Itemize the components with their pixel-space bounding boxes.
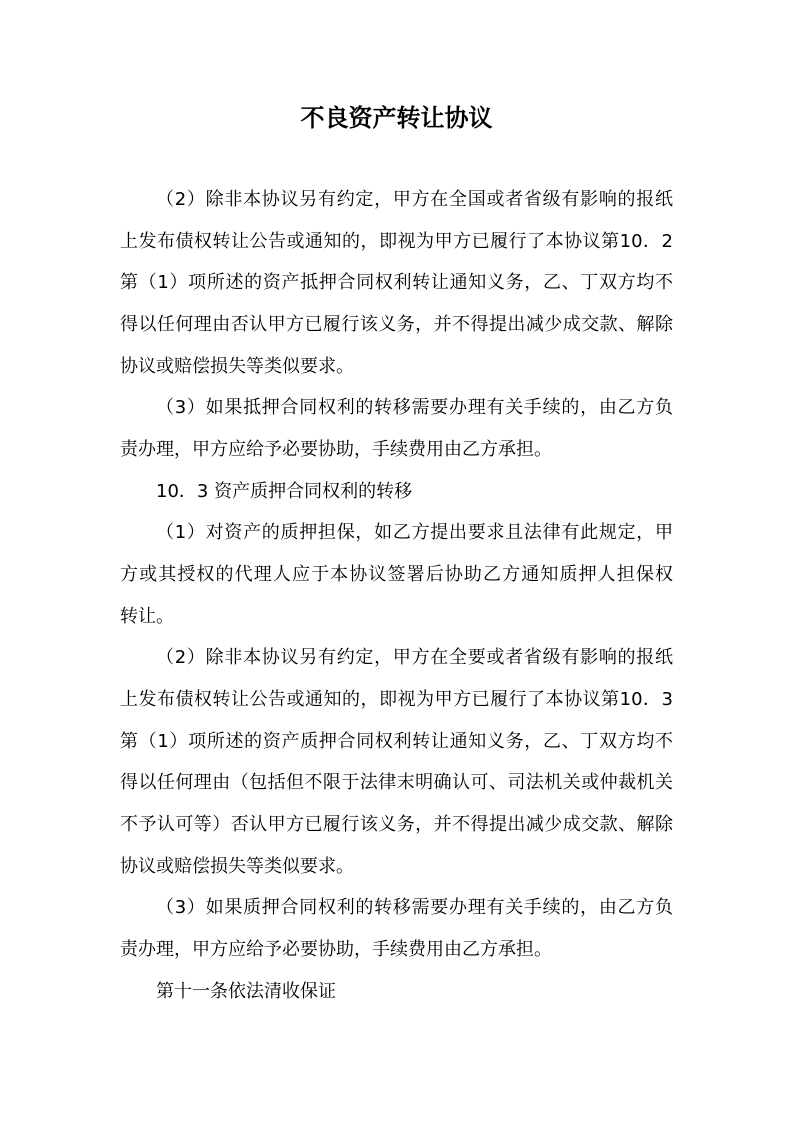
text-line: 协议或赔偿损失等类似要求。 <box>120 855 354 877</box>
text-line: （2）除非本协议另有约定，甲方在全国或者省级有影响的报纸 <box>156 189 673 210</box>
text-line: 责办理，甲方应给予必要协助，手续费用由乙方承担。 <box>120 439 552 461</box>
document-body <box>120 179 673 1012</box>
text-line: 上发布债权转让公告或通知的，即视为甲方已履行了本协议第10．3 <box>120 689 673 711</box>
text-line: 第（1）项所述的资产抵押合同权利转让通知义务，乙、丁双方均不 <box>120 272 673 294</box>
article-heading: 第十一条依法清收保证 <box>156 980 336 1002</box>
paragraph-mortgage-procedures <box>120 387 673 470</box>
paragraph-pledge-notice <box>120 637 673 887</box>
text-line: 上发布债权转让公告或通知的，即视为甲方已履行了本协议第10．2 <box>120 230 673 252</box>
text-line: 第（1）项所述的资产质押合同权利转让通知义务，乙、丁双方均不 <box>120 730 673 752</box>
article-heading-11 <box>120 971 673 1013</box>
text-line: （1）对资产的质押担保，如乙方提出要求且法律有此规定，甲 <box>156 522 673 544</box>
text-line: （3）如果抵押合同权利的转移需要办理有关手续的，由乙方负 <box>156 397 673 419</box>
paragraph-mortgage-notice <box>120 179 673 387</box>
section-heading-10-3 <box>120 471 673 513</box>
paragraph-pledge-procedures <box>120 887 673 970</box>
text-line: 得以任何理由（包括但不限于法律末明确认可、司法机关或仲裁机关 <box>120 772 673 794</box>
text-line: 责办理，甲方应给予必要协助，手续费用由乙方承担。 <box>120 939 552 961</box>
document-title: 不良资产转让协议 <box>300 104 493 132</box>
text-line: 得以任何理由否认甲方已履行该义务，并不得提出减少成交款、解除 <box>120 314 673 336</box>
section-heading: 10．3 资产质押合同权利的转移 <box>156 480 413 502</box>
text-line: 协议或赔偿损失等类似要求。 <box>120 355 354 377</box>
text-line: 方或其授权的代理人应于本协议签署后协助乙方通知质押人担保权 <box>120 564 673 586</box>
text-line: （2）除非本协议另有约定，甲方在全要或者省级有影响的报纸 <box>156 647 673 669</box>
text-line: 转让。 <box>120 605 174 627</box>
paragraph-pledge-guarantee <box>120 512 673 637</box>
text-line: （3）如果质押合同权利的转移需要办理有关手续的，由乙方负 <box>156 897 673 919</box>
text-line: 不予认可等）否认甲方已履行该义务，并不得提出减少成交款、解除 <box>120 814 673 836</box>
